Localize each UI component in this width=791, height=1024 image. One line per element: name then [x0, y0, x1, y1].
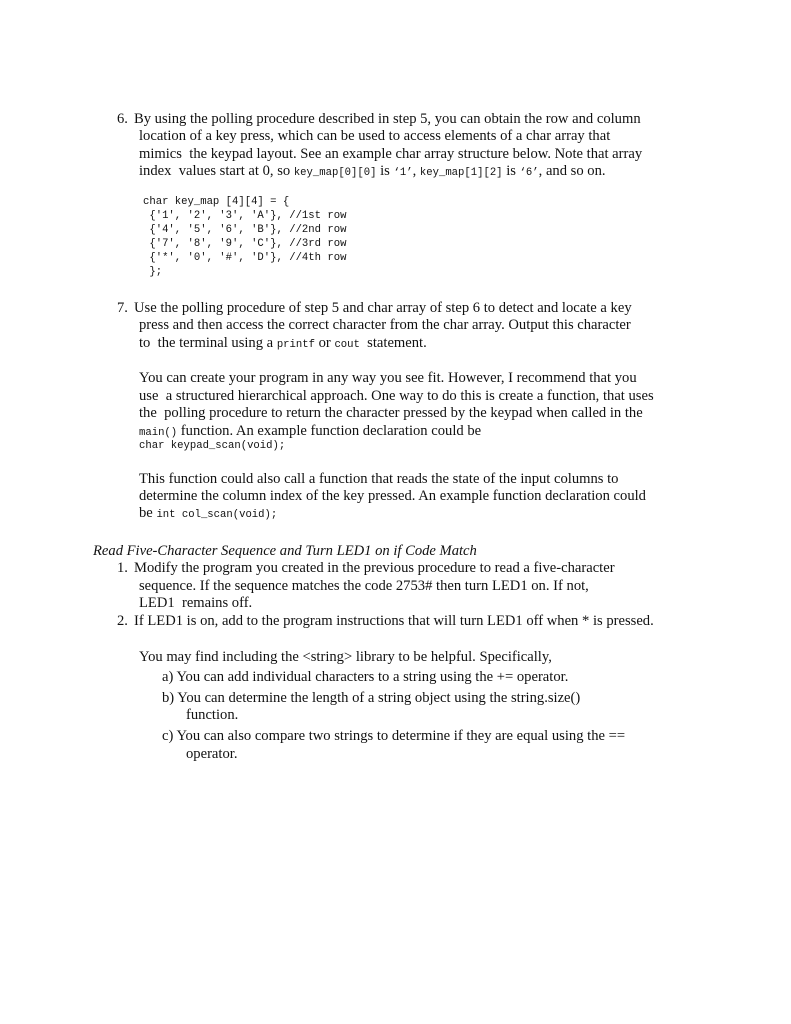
code-line-6: };: [143, 266, 163, 278]
list1-item2-number: 2.: [117, 613, 128, 629]
para2-text-be: be: [139, 505, 157, 521]
step7-line-3: [139, 334, 427, 354]
para2-code-col-scan: int col_scan(void);: [156, 509, 278, 521]
list1-item1-line-1: Modify the program you created in the previous procedure to read a five-character: [134, 560, 615, 576]
list1-item2-text: If LED1 is on, add to the program instructions that will turn LED1 off when * is pressed.: [134, 613, 654, 629]
step7-code-printf: printf: [276, 339, 315, 351]
sublist-item-c-line-2: operator.: [186, 746, 238, 762]
code-line-1: char key_map [4][4] = {: [143, 196, 290, 208]
step6-code-key-map-00: key_map[0][0]: [293, 167, 377, 179]
code-line-3: {'4', '5', '6', 'B'}, //2nd row: [143, 224, 347, 236]
step7-line-2: press and then access the correct character from the char array. Output this character: [139, 317, 631, 333]
section-heading: Read Five-Character Sequence and Turn LED1 on if Code Match: [93, 543, 477, 559]
step7-text-3: statement.: [359, 335, 427, 351]
para1-declaration: char keypad_scan(void);: [139, 440, 286, 452]
step7-number: 7.: [117, 300, 128, 316]
step6-line-3: mimics the keypad layout. See an example char array structure below. Note that array: [139, 146, 643, 162]
step6-line-4: [139, 162, 606, 182]
list1-item1-line-3: LED1 remains off.: [139, 595, 253, 611]
step6-index-text-3: ,: [412, 163, 420, 179]
sublist-item-c-line-1: c) You can also compare two strings to determine if they are equal using the ==: [162, 728, 626, 744]
para2-line-3: [139, 504, 277, 524]
para1-code-main: main(): [139, 427, 178, 439]
para1-text-main: function. An example function declaration could be: [177, 423, 482, 439]
para1-line-3: the polling procedure to return the character pressed by the keypad when called in the: [139, 405, 643, 421]
code-line-5: {'*', '0', '#', 'D'}, //4th row: [143, 252, 347, 264]
step6-code-char-1: ‘1’: [393, 167, 413, 179]
step7-text-2: or: [314, 335, 335, 351]
step7-line-1: Use the polling procedure of step 5 and char array of step 6 to detect and locate a key: [134, 300, 632, 316]
step6-line-2: location of a key press, which can be used to access elements of a char array that: [139, 128, 611, 144]
step6-number: 6.: [117, 111, 128, 127]
code-line-2: {'1', '2', '3', 'A'}, //1st row: [143, 210, 347, 222]
step6-index-text-2: is: [376, 163, 394, 179]
list1-item1-line-2: sequence. If the sequence matches the code 2753# then turn LED1 on. If not,: [139, 578, 589, 594]
step6-line-1: By using the polling procedure described in step 5, you can obtain the row and column: [134, 111, 641, 127]
para2-line-2: determine the column index of the key pressed. An example function declaration could: [139, 488, 646, 504]
para3-text: You may find including the <string> library to be helpful. Specifically,: [139, 649, 552, 665]
step6-index-text-1: index values start at 0, so: [139, 163, 294, 179]
sublist-item-b-line-2: function.: [186, 707, 239, 723]
sublist-item-b-line-1: b) You can determine the length of a string object using the string.size(): [162, 690, 581, 706]
step6-index-text-4: is: [502, 163, 520, 179]
para2-line-1: This function could also call a function that reads the state of the input columns to: [139, 471, 619, 487]
para1-line-2: use a structured hierarchical approach. One way to do this is create a function, that uses: [139, 388, 654, 404]
sublist-item-a: a) You can add individual characters to a string using the += operator.: [162, 669, 569, 685]
step6-index-text-5: , and so on.: [538, 163, 606, 179]
step6-code-key-map-12: key_map[1][2]: [419, 167, 503, 179]
code-line-4: {'7', '8', '9', 'C'}, //3rd row: [143, 238, 347, 250]
step7-code-cout: cout: [334, 339, 360, 351]
list1-item1-number: 1.: [117, 560, 128, 576]
para1-line-1: You can create your program in any way you see fit. However, I recommend that you: [139, 370, 637, 386]
step7-text-1: to the terminal using a: [139, 335, 277, 351]
step6-code-char-6: ‘6’: [519, 167, 539, 179]
